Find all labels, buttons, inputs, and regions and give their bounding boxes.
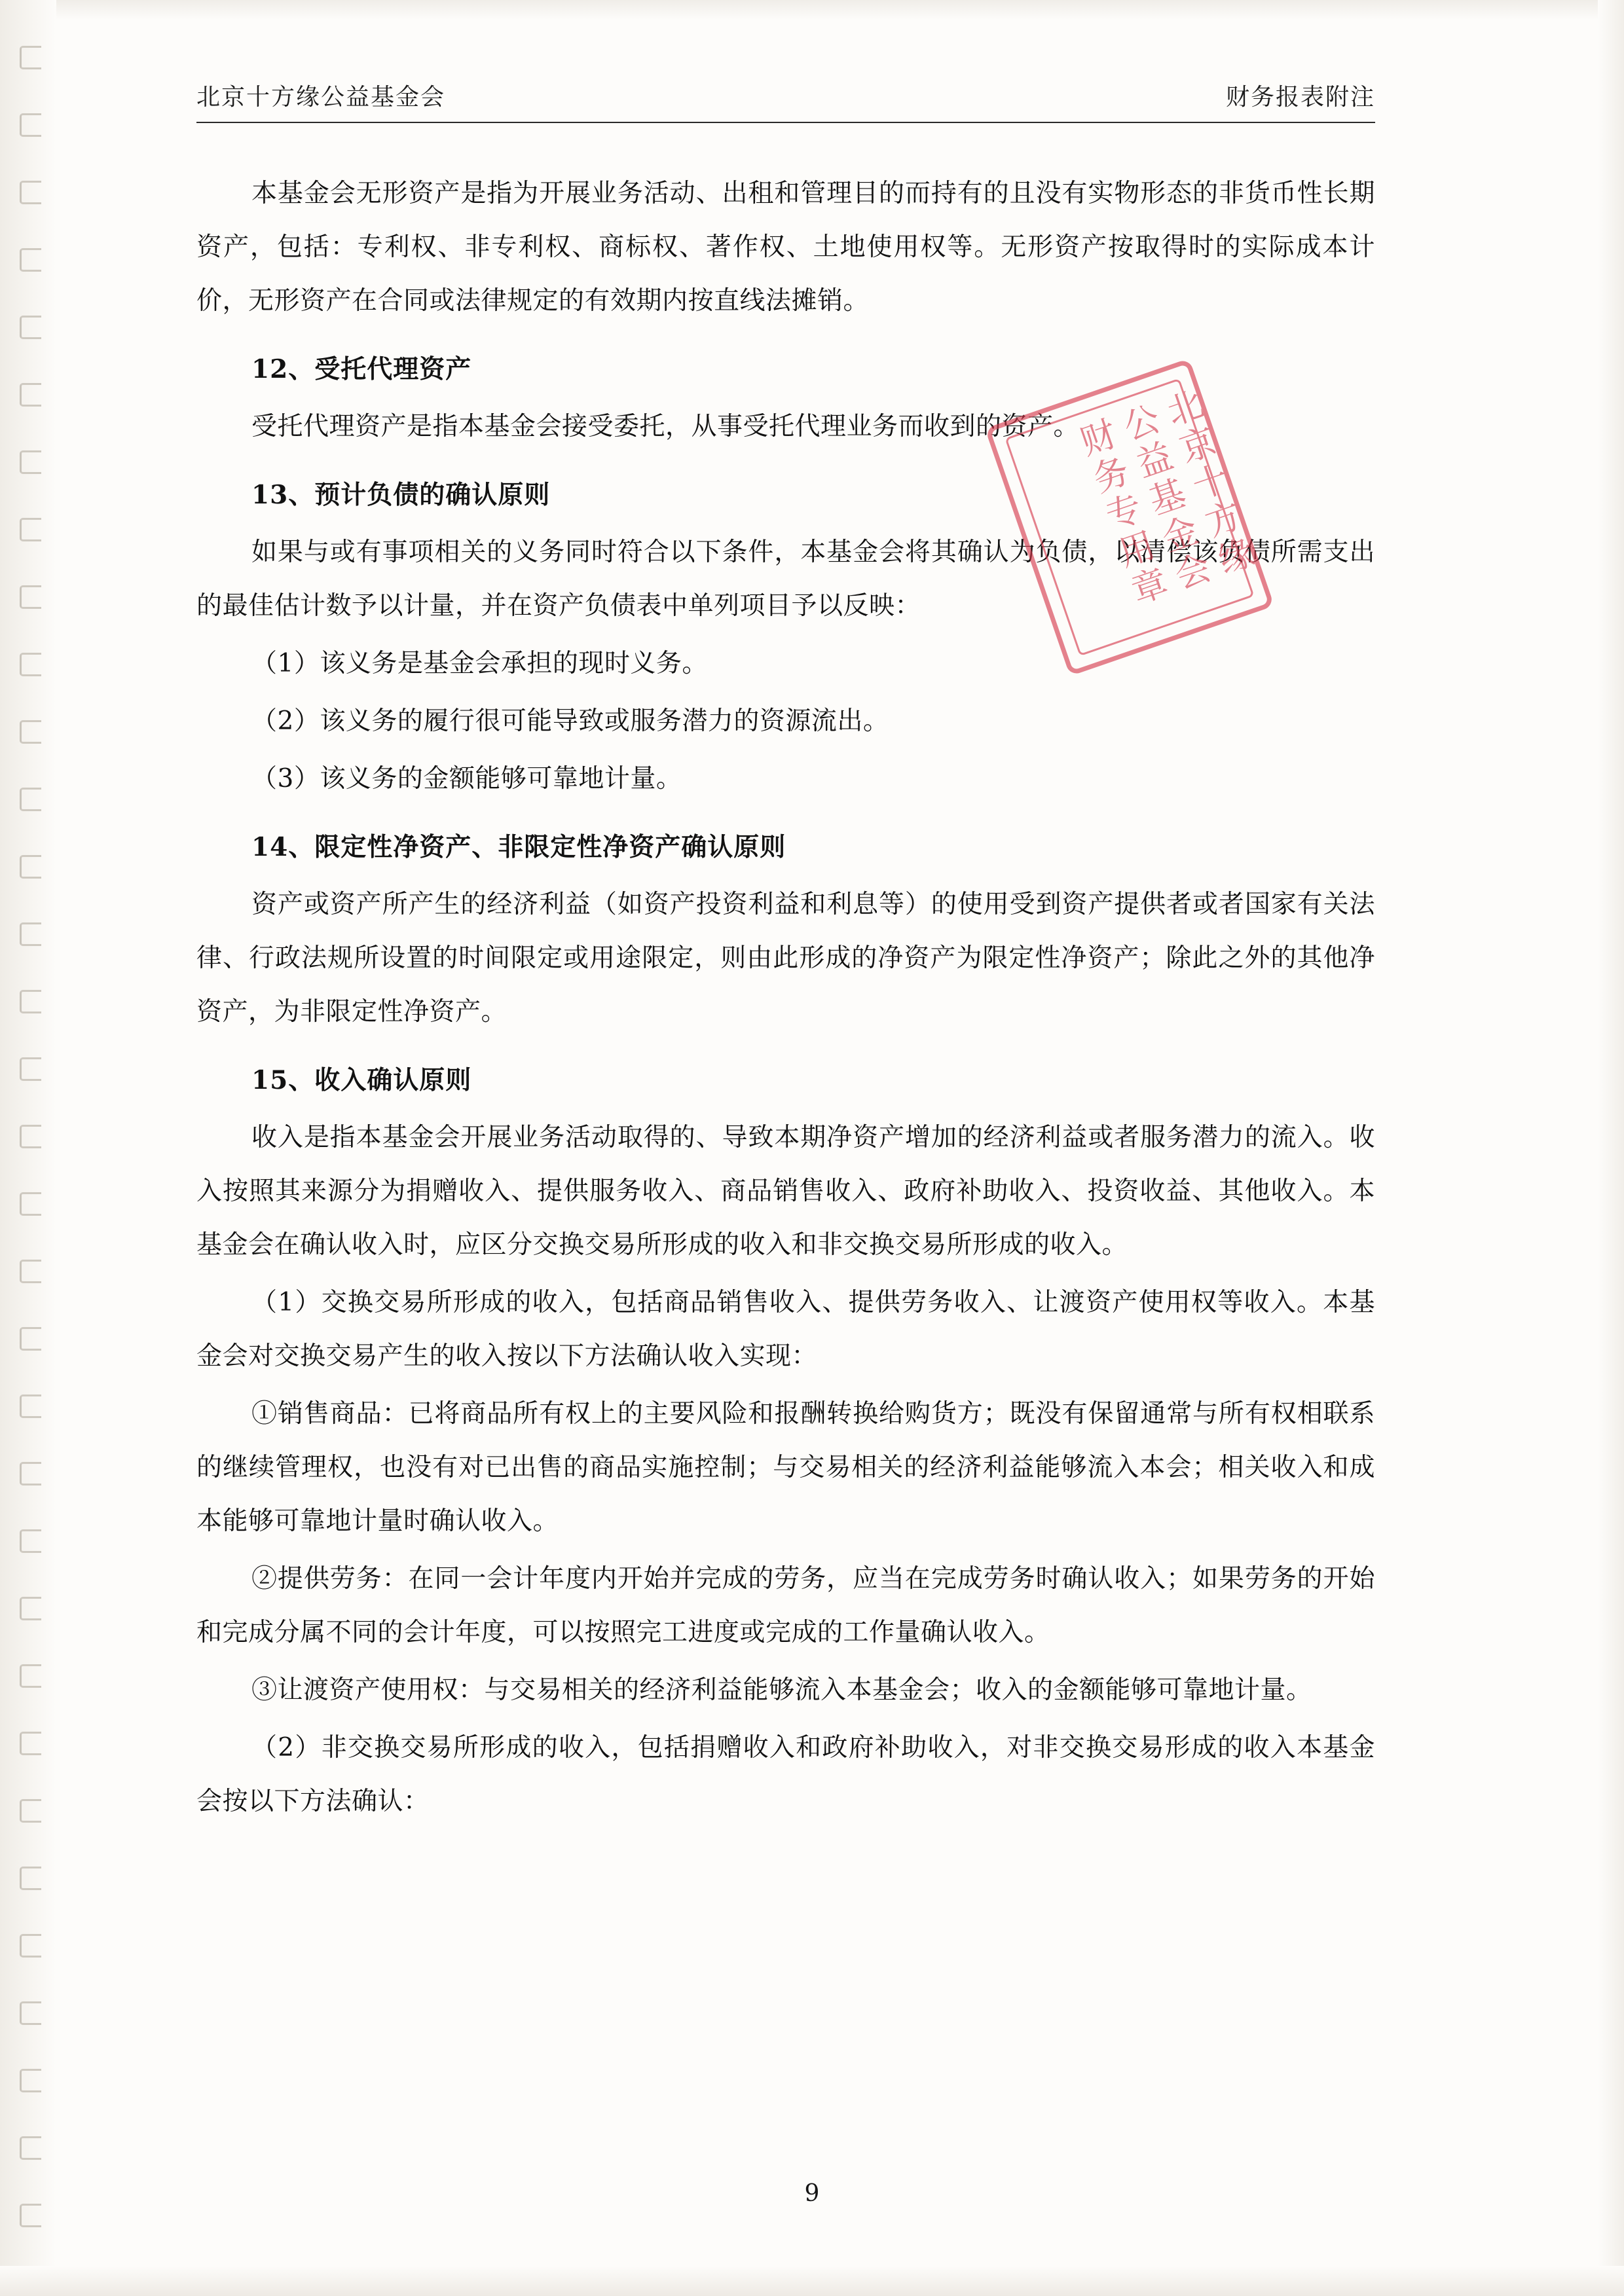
body-paragraph: 本基金会无形资产是指为开展业务活动、出租和管理目的而持有的且没有实物形态的非货币性长期资产，包括：专利权、非专利权、商标权、著作权、土地使用权等。无形资产按取得时的实际成本计价，无形资产在合同或法律规定的有效期内按直线法摊销。 [196, 179, 1375, 316]
seal-text: 北京十方缘公益基金会财务专用章 [1070, 384, 1261, 613]
section-heading: 12、受托代理资产 [251, 354, 472, 384]
document-body [196, 167, 1375, 1832]
header-organization-name: 北京十方缘公益基金会 [196, 84, 446, 111]
header-section-title: 财务报表附注 [1225, 84, 1375, 111]
body-paragraph: 受托代理资产是指本基金会接受委托，从事受托代理业务而收到的资产。 [251, 412, 1080, 441]
binding-holes [17, 46, 47, 2259]
page-header [196, 79, 1375, 130]
header-divider [196, 122, 1375, 123]
body-paragraph: ②提供劳务：在同一会计年度内开始并完成的劳务，应当在完成劳务时确认收入；如果劳务的开始和完成分属不同的会计年度，可以按照完工进度或完成的工作量确认收入。 [196, 1564, 1375, 1647]
paper-edge-right [1598, 0, 1624, 2296]
body-paragraph: ③让渡资产使用权：与交易相关的经济利益能够流入本基金会；收入的金额能够可靠地计量。 [251, 1675, 1312, 1705]
paper-edge-bottom [0, 2266, 1624, 2296]
body-paragraph: （2）该义务的履行很可能导致或服务潜力的资源流出。 [251, 706, 889, 736]
section-heading: 15、收入确认原则 [251, 1065, 472, 1095]
body-paragraph: （1）该义务是基金会承担的现时义务。 [251, 649, 708, 678]
body-paragraph: 如果与或有事项相关的义务同时符合以下条件，本基金会将其确认为负债，以清偿该负债所需支出的最佳估计数予以计量，并在资产负债表中单列项目予以反映： [196, 538, 1375, 621]
page-number: 9 [804, 2180, 820, 2207]
paper-edge-top [0, 0, 1624, 20]
body-paragraph: （2）非交换交易所形成的收入，包括捐赠收入和政府补助收入，对非交换交易形成的收入本基金会按以下方法确认： [196, 1733, 1375, 1816]
section-heading: 13、预计负债的确认原则 [251, 480, 551, 510]
body-paragraph: （3）该义务的金额能够可靠地计量。 [251, 764, 682, 793]
body-paragraph: （1）交换交易所形成的收入，包括商品销售收入、提供劳务收入、让渡资产使用权等收入。本基金会对交换交易产生的收入按以下方法确认收入实现： [196, 1288, 1375, 1371]
body-paragraph: ①销售商品：已将商品所有权上的主要风险和报酬转换给购货方；既没有保留通常与所有权相联系的继续管理权，也没有对已出售的商品实施控制；与交易相关的经济利益能够流入本会；相关收入和成本能够可靠地计量时确认收入。 [196, 1399, 1375, 1536]
body-paragraph: 收入是指本基金会开展业务活动取得的、导致本期净资产增加的经济利益或者服务潜力的流入。收入按照其来源分为捐赠收入、提供服务收入、商品销售收入、政府补助收入、投资收益、其他收入。本基金会在确认收入时，应区分交换交易所形成的收入和非交换交易所形成的收入。 [196, 1123, 1375, 1260]
body-paragraph: 资产或资产所产生的经济利益（如资产投资利益和利息等）的使用受到资产提供者或者国家有关法律、行政法规所设置的时间限定或用途限定，则由此形成的净资产为限定性净资产；除此之外的其他净资产，为非限定性净资产。 [196, 890, 1375, 1027]
section-heading: 14、限定性净资产、非限定性净资产确认原则 [251, 832, 786, 862]
